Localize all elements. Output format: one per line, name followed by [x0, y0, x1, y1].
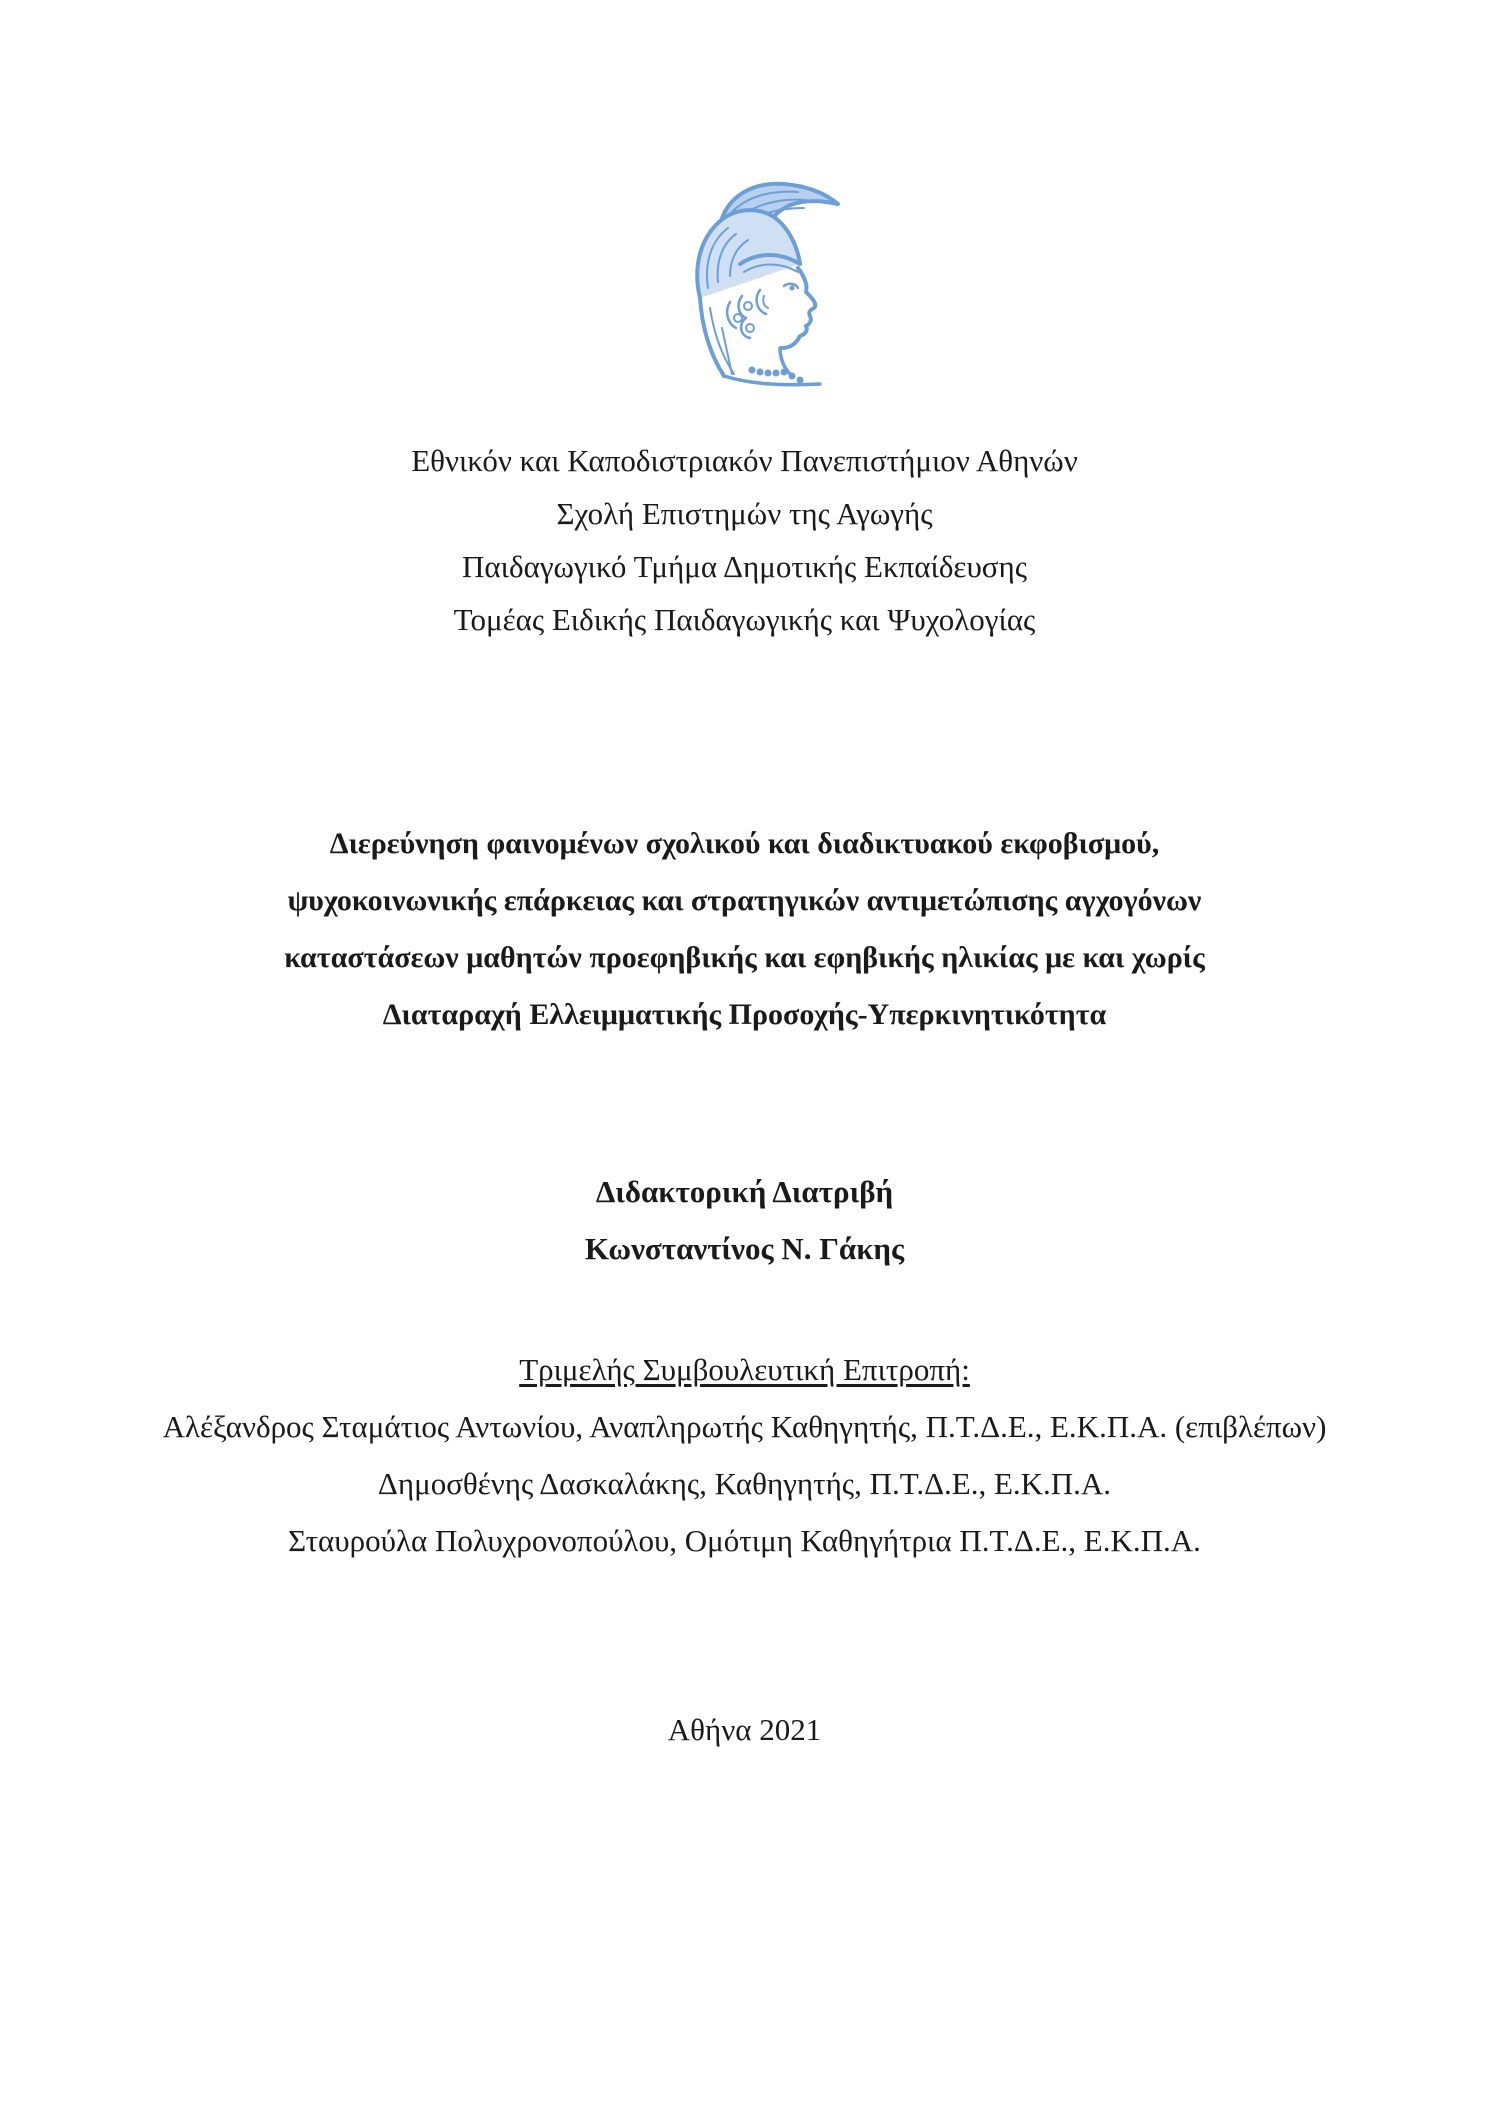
- place-date: [0, 1703, 1489, 1756]
- committee-member: Δημοσθένης Δασκαλάκης, Καθηγητής, Π.Τ.Δ.Ε., Ε.Κ.Π.Α.: [377, 1466, 1112, 1501]
- department-name: Παιδαγωγικό Τμήμα Δημοτικής Εκπαίδευσης: [462, 549, 1027, 584]
- thesis-title-line: ψυχοκοινωνικής επάρκειας και στρατηγικών αντιμετώπισης αγχογόνων: [287, 884, 1202, 917]
- place-date-text: Αθήνα 2021: [667, 1712, 822, 1747]
- thesis-type: Διδακτορική Διατριβή: [595, 1174, 894, 1209]
- committee-member: Αλέξανδρος Σταμάτιος Αντωνίου, Αναπληρωτής Καθηγητής, Π.Τ.Δ.Ε., Ε.Κ.Π.Α. (επιβλέπων): [162, 1409, 1327, 1444]
- university-name: Εθνικόν και Καποδιστριακόν Πανεπιστήμιον Αθηνών: [411, 443, 1078, 478]
- institution-block: [0, 434, 1489, 646]
- division-name: Τομέας Ειδικής Παιδαγωγικής και Ψυχολογίας: [453, 602, 1036, 637]
- committee-member: Σταυρούλα Πολυχρονοπούλου, Ομότιμη Καθηγήτρια Π.Τ.Δ.Ε., Ε.Κ.Π.Α.: [288, 1523, 1201, 1558]
- author-name: Κωνσταντίνος Ν. Γάκης: [584, 1231, 905, 1266]
- school-name: Σχολή Επιστημών της Αγωγής: [556, 496, 933, 531]
- athena-head-logo-icon: [680, 178, 850, 390]
- thesis-title-line: Διερεύνηση φαινομένων σχολικού και διαδικτυακού εκφοβισμού,: [329, 827, 1160, 860]
- thesis-title-line: καταστάσεων μαθητών προεφηβικής και εφηβικής ηλικίας με και χωρίς: [284, 941, 1205, 974]
- thesis-info: [0, 1163, 1489, 1277]
- thesis-title: [0, 815, 1489, 1043]
- committee-block: [0, 1341, 1489, 1569]
- thesis-title-line: Διαταραχή Ελλειμματικής Προσοχής-Υπερκινητικότητα: [382, 998, 1107, 1031]
- committee-heading: Τριμελής Συμβουλευτική Επιτροπή:: [519, 1352, 970, 1387]
